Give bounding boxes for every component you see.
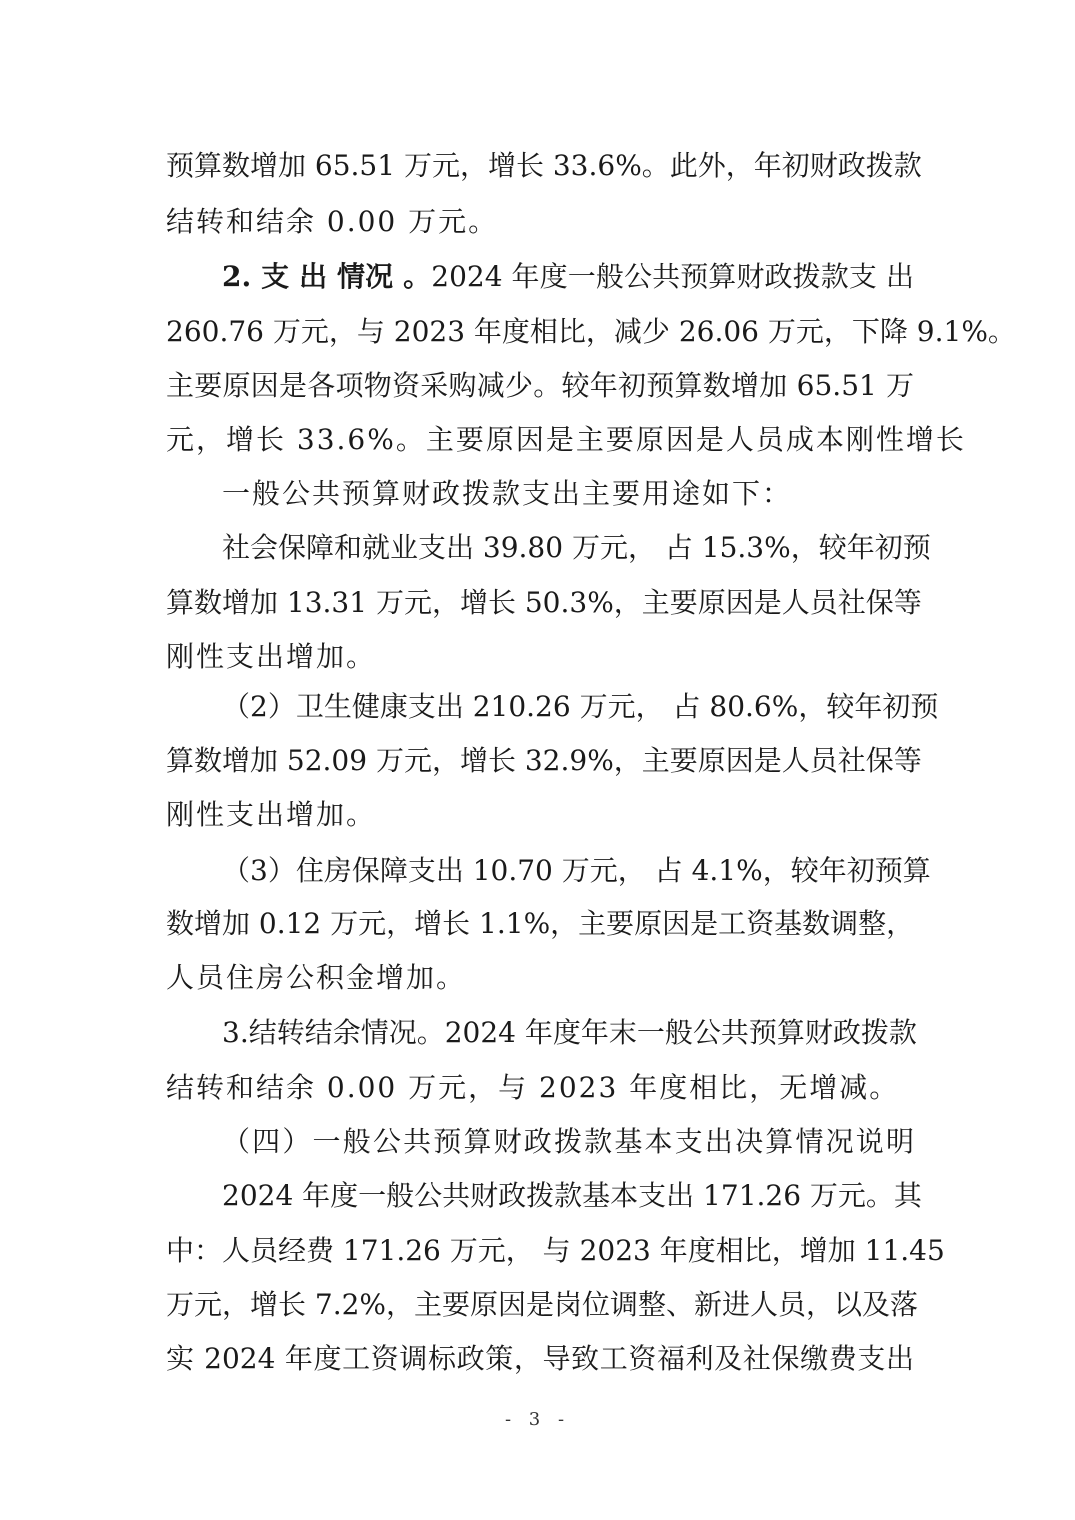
- text-line: （3）住房保障支出 10.70 万元， 占 4.1%，较年初预算: [222, 854, 931, 887]
- text-line: 预算数增加 65.51 万元，增长 33.6%。此外，年初财政拨款: [166, 149, 922, 182]
- text-line: 数增加 0.12 万元，增长 1.1%，主要原因是工资基数调整，: [166, 907, 915, 940]
- text-line: 结转和结余 0.00 万元。: [166, 205, 499, 238]
- expense-heading: 2. 支 出 情况 。: [222, 260, 432, 293]
- text-line: 社会保障和就业支出 39.80 万元， 占 15.3%，较年初预: [222, 531, 931, 564]
- text-line: 3.结转结余情况。2024 年度年末一般公共预算财政拨款: [222, 1016, 917, 1049]
- usage-intro: 一般公共预算财政拨款支出主要用途如下：: [222, 477, 793, 510]
- text-line: 中：人员经费 171.26 万元， 与 2023 年度相比，增加 11.45: [166, 1234, 945, 1267]
- page-number: - 3 -: [504, 1409, 571, 1430]
- text-line: 算数增加 52.09 万元，增长 32.9%，主要原因是人员社保等: [166, 744, 922, 777]
- expense-section-line: [222, 257, 914, 297]
- text-line: 260.76 万元，与 2023 年度相比，减少 26.06 万元，下降 9.1%。: [166, 315, 1016, 348]
- text-line: 元，增长 33.6%。主要原因是主要原因是人员成本刚性增长: [166, 423, 966, 456]
- text-line: 人员住房公积金增加。: [166, 961, 467, 994]
- expense-heading-rest: 2024 年度一般公共预算财政拨款支 出: [431, 260, 914, 293]
- text-line: 2024 年度一般公共财政拨款基本支出 171.26 万元。其: [222, 1179, 922, 1212]
- text-line: （2）卫生健康支出 210.26 万元， 占 80.6%，较年初预: [222, 690, 939, 723]
- text-line: 主要原因是各项物资采购减少。较年初预算数增加 65.51 万: [166, 369, 914, 402]
- text-line: 刚性支出增加。: [166, 640, 377, 673]
- section-four-heading: （四）一般公共预算财政拨款基本支出决算情况说明: [222, 1125, 914, 1158]
- text-line: 刚性支出增加。: [166, 798, 377, 831]
- document-page: [166, 0, 1016, 1520]
- text-line: 实 2024 年度工资调标政策，导致工资福利及社保缴费支出: [166, 1342, 914, 1375]
- text-line: 算数增加 13.31 万元，增长 50.3%，主要原因是人员社保等: [166, 586, 922, 619]
- text-line: 结转和结余 0.00 万元，与 2023 年度相比，无增减。: [166, 1071, 900, 1104]
- text-line: 万元，增长 7.2%，主要原因是岗位调整、新进人员，以及落: [166, 1288, 919, 1321]
